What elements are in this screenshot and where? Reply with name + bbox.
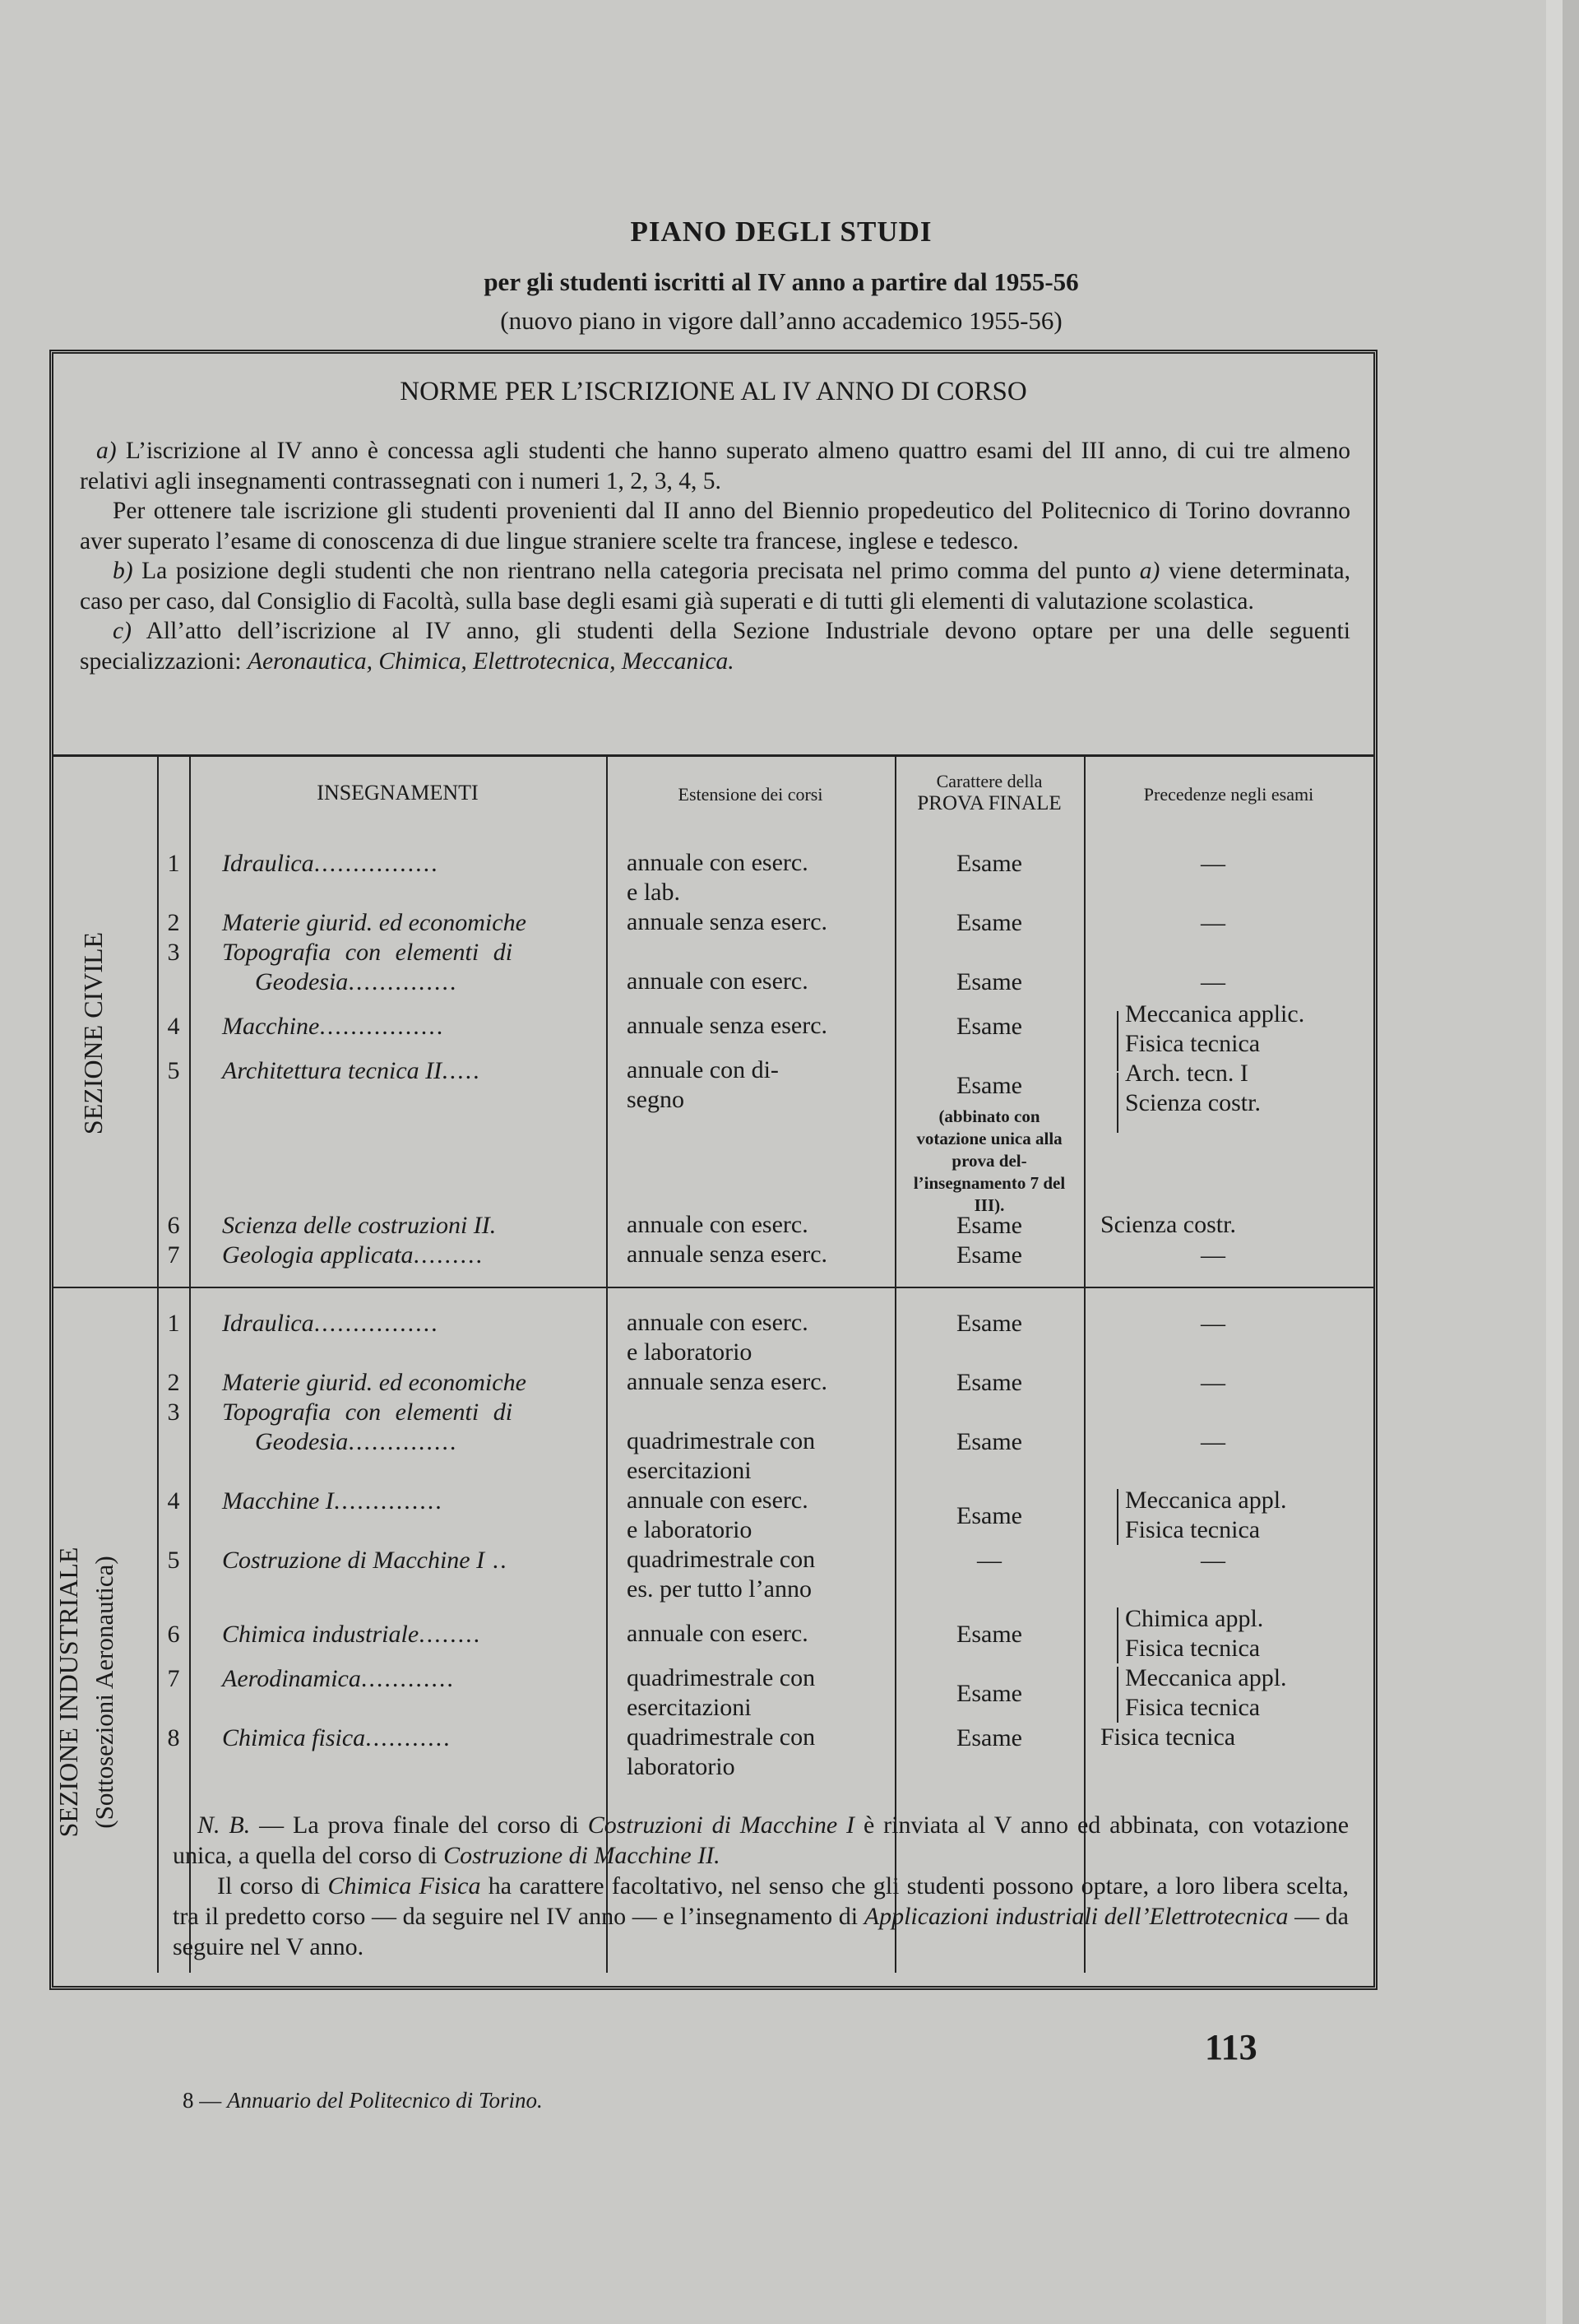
course-name [222,1013,444,1041]
course-text: Geologia applicata [222,1241,414,1269]
norme-c-text: All’atto dell’iscrizione al IV anno, gli studenti della Sezione Industriale devono optare per una delle seguenti specializzazioni: [80,618,1350,675]
content-box [49,350,1378,1990]
course-extension: annuale senza eserc. [627,1368,828,1395]
norme-a-text: L’iscrizione al IV anno è concessa agli studenti che hanno superato almeno quattro esami del III anno, di cui tre almeno relativi agli insegnamenti contrassegnati con i numeri 1, 2, 3, 4, 5. [80,438,1351,494]
final-exam: Esame [956,1310,1022,1337]
final-exam: — [977,1547,1002,1574]
course-name: Scienza delle costruzioni II. [222,1212,497,1239]
prerequisite: Scienza costr. [1125,1089,1261,1116]
course-text: Geodesia [255,1428,349,1455]
nota-bene [173,1810,1349,1962]
col-rule-prec [1084,754,1086,1973]
final-exam: Esame [956,1621,1022,1648]
sezione-civile-label: SEZIONE CIVILE [78,931,108,1135]
course-name [222,1665,455,1693]
course-extension-2: laboratorio [627,1753,735,1780]
final-exam: Esame [956,1241,1022,1269]
row-number: 2 [167,909,180,936]
th-carattere-1: Carattere della [936,771,1043,791]
prerequisites: — [1201,1547,1225,1574]
course-text: Chimica industriale [222,1621,419,1648]
course-extension-2: segno [627,1086,684,1113]
col-rule-prova [895,754,896,1973]
prerequisites: — [1201,1241,1225,1269]
prerequisite: Fisica tecnica [1125,1030,1261,1057]
nb-paragraph-2 [173,1871,1349,1962]
nb-paragraph-1 [173,1810,1349,1871]
course-text: Aerodinamica [222,1665,361,1692]
prerequisites: — [1201,1369,1225,1396]
course-name [222,850,439,878]
table-top-rule [53,754,1373,757]
sezione-industriale-sublabel: (Sottosezioni Aeronautica) [90,1556,118,1829]
course-name-2 [255,1428,457,1456]
course-extension-2: e laboratorio [627,1338,752,1366]
course-extension: annuale con eserc. [627,1620,808,1647]
leader-dots: ......... [413,1241,484,1269]
sezione-industriale-label: SEZIONE INDUSTRIALE [53,1547,83,1838]
nb-text: — da seguire nel V anno. [173,1903,1349,1960]
norme-text [80,436,1350,676]
final-exam: Esame [956,1369,1022,1396]
row-number: 5 [167,1547,180,1574]
prerequisite: Fisica tecnica [1125,1516,1261,1543]
final-exam: Esame [956,968,1022,995]
course-name: Topografia con elementi di [222,939,513,966]
nb-label: N. B. [197,1811,251,1839]
course-extension-2: e laboratorio [627,1516,752,1543]
prerequisites: — [1201,850,1225,877]
final-exam-note: (abbinato con votazione unica alla prova del-l’insegnamento 7 del III). [913,1106,1066,1215]
prerequisite: Meccanica appl. [1125,1664,1287,1691]
course-name [222,1547,508,1575]
nb-course: Costruzioni di Macchine I [587,1811,855,1839]
course-text: Costruzione di Macchine I [222,1547,485,1574]
leader-dots: ............ [360,1665,455,1692]
course-extension: quadrimestrale con [627,1723,816,1751]
nb-text: — La prova finale del corso di [259,1811,579,1839]
row-number: 8 [167,1724,180,1751]
final-exam: Esame [956,1072,1022,1099]
course-name: Topografia con elementi di [222,1399,513,1426]
page-footer [183,2088,543,2113]
final-exam: Esame [956,1724,1022,1751]
col-rule-num [157,754,159,1973]
course-name [222,1621,481,1649]
prerequisite: Arch. tecn. I [1125,1060,1248,1087]
leader-dots: .............. [333,1487,443,1515]
course-extension: annuale senza eserc. [627,1012,828,1039]
prerequisites: Fisica tecnica [1100,1723,1236,1751]
row-number: 6 [167,1621,180,1648]
course-name [222,1310,439,1338]
row-number: 3 [167,1399,180,1426]
final-exam: Esame [956,1428,1022,1455]
page-note: (nuovo piano in vigore dall’anno accademico 1955-56) [500,306,1063,335]
page-title: PIANO DEGLI STUDI [630,216,933,248]
final-exam: Esame [956,909,1022,936]
prerequisites: Scienza costr. [1100,1211,1236,1238]
th-insegnamenti: INSEGNAMENTI [317,781,479,805]
course-extension: annuale con eserc. [627,1309,808,1336]
nb-text: è rinviata al V anno ed abbinata, con votazione unica, a quella del corso di [173,1811,1350,1869]
final-exam: Esame [956,850,1022,877]
prerequisite: Fisica tecnica [1125,1635,1261,1662]
brace-ind-7 [1117,1667,1118,1723]
course-text: Idraulica [222,1310,314,1337]
norme-a-label: a) [96,438,117,464]
prerequisite: Chimica appl. [1125,1605,1264,1632]
final-exam: Esame [956,1212,1022,1239]
prerequisites: — [1201,909,1225,936]
prerequisite: Fisica tecnica [1125,1694,1261,1721]
prerequisite: Meccanica appl. [1125,1487,1287,1514]
brace-civile-1 [1117,1011,1118,1071]
course-text: Macchine [222,1013,320,1040]
course-extension: annuale con eserc. [627,1211,808,1238]
page-subtitle: per gli studenti iscritti al IV anno a partire dal 1955-56 [484,267,1079,296]
row-number: 7 [167,1241,180,1269]
row-number: 1 [167,1310,180,1337]
norme-b [80,556,1350,616]
th-estensione: Estensione dei corsi [678,784,823,805]
row-number: 4 [167,1013,180,1040]
norme-a2: Per ottenere tale iscrizione gli studenti provenienti dal II anno del Biennio propedeutico del Politecnico di Torino dovranno aver superato l’esame di conoscenza di due lingue straniere scelte tra francese, inglese e tedesco. [80,498,1350,554]
course-extension: annuale senza eserc. [627,908,828,935]
course-name: Materie giurid. ed economiche [222,909,526,936]
prerequisites: — [1201,1310,1225,1337]
course-extension: quadrimestrale con [627,1427,816,1454]
nb-course: Costruzione di Macchine II. [443,1842,720,1869]
course-extension: quadrimestrale con [627,1546,816,1573]
course-name [222,1057,481,1085]
leader-dots: ................ [313,850,439,877]
row-number: 4 [167,1487,180,1515]
final-exam: Esame [956,1502,1022,1529]
course-name [222,1241,484,1269]
norme-c-specs: Aeronautica, Chimica, Elettrotecnica, Meccanica. [247,647,734,675]
course-extension: annuale con di- [627,1056,779,1083]
brace-ind-6 [1117,1607,1118,1663]
course-text: Architettura tecnica II [222,1057,442,1084]
norme-title: NORME PER L’ISCRIZIONE AL IV ANNO DI CORSO [400,377,1027,406]
norme-b-ref: a) [1139,558,1160,584]
row-number: 6 [167,1212,180,1239]
course-extension: quadrimestrale con [627,1664,816,1691]
row-number: 3 [167,939,180,966]
nb-course: Applicazioni industriali dell’Elettrotecnica [864,1903,1289,1930]
course-extension: annuale con eserc. [627,1487,808,1514]
brace-ind-4 [1117,1489,1118,1545]
course-text: Chimica fisica [222,1724,366,1751]
leader-dots: .............. [348,968,458,995]
leader-dots: ................ [313,1310,439,1337]
course-extension-2: e lab. [627,879,680,906]
nb-text: ha carattere facoltativo, nel senso che gli studenti possono optare, a loro libera scelta, tra il predetto corso — da seguire nel IV anno — e l’insegnamento di [173,1872,1350,1930]
final-exam: Esame [956,1013,1022,1040]
course-text: Idraulica [222,850,314,877]
norme-c [80,616,1350,676]
leader-dots: ................ [319,1013,445,1040]
row-number: 1 [167,850,180,877]
course-extension-2: esercitazioni [627,1457,752,1484]
col-rule-course [189,754,191,1973]
course-extension: annuale senza eserc. [627,1241,828,1268]
norme-b-label: b) [113,558,133,584]
row-number: 7 [167,1665,180,1692]
course-name [222,1487,443,1515]
leader-dots: ........ [419,1621,482,1648]
course-text: Geodesia [255,968,349,995]
leader-dots: ........... [365,1724,451,1751]
course-name [222,1724,451,1752]
prerequisites: — [1201,968,1225,995]
section-divider [53,1287,1373,1288]
col-rule-ext [606,754,608,1973]
norme-b-text-1: La posizione degli studenti che non rientrano nella categoria precisata nel primo comma del punto [141,558,1132,584]
nb-course: Chimica Fisica [327,1872,481,1900]
course-extension: annuale con eserc. [627,849,808,876]
footer-title: Annuario del Politecnico di Torino. [227,2088,543,2113]
course-extension: annuale con eserc. [627,967,808,995]
footer-signature: 8 — [183,2088,222,2113]
prerequisites: — [1201,1428,1225,1455]
course-name-2 [255,968,457,996]
scan-edge [1546,0,1563,2324]
row-number: 2 [167,1369,180,1396]
norme-a [80,436,1350,496]
norme-b-text-2: viene determinata, caso per caso, dal Consiglio di Facoltà, sulla base degli esami già superati e di tutti gli elementi di valutazione scolastica. [80,558,1351,615]
leader-dots: .. [484,1547,508,1574]
leader-dots: ..... [442,1057,481,1084]
course-extension-2: es. per tutto l’anno [627,1575,812,1603]
page-number: 113 [1205,2027,1257,2067]
final-exam: Esame [956,1680,1022,1707]
course-name: Materie giurid. ed economiche [222,1369,526,1396]
nb-text: Il corso di [217,1872,321,1900]
row-number: 5 [167,1057,180,1084]
prerequisite: Meccanica applic. [1125,1000,1305,1027]
course-text: Macchine I [222,1487,334,1515]
th-precedenze: Precedenze negli esami [1143,784,1314,805]
brace-civile-2 [1117,1073,1118,1133]
leader-dots: .............. [348,1428,458,1455]
th-carattere-2: PROVA FINALE [917,792,1062,814]
norme-c-label: c) [113,618,132,644]
course-extension-2: esercitazioni [627,1694,752,1721]
